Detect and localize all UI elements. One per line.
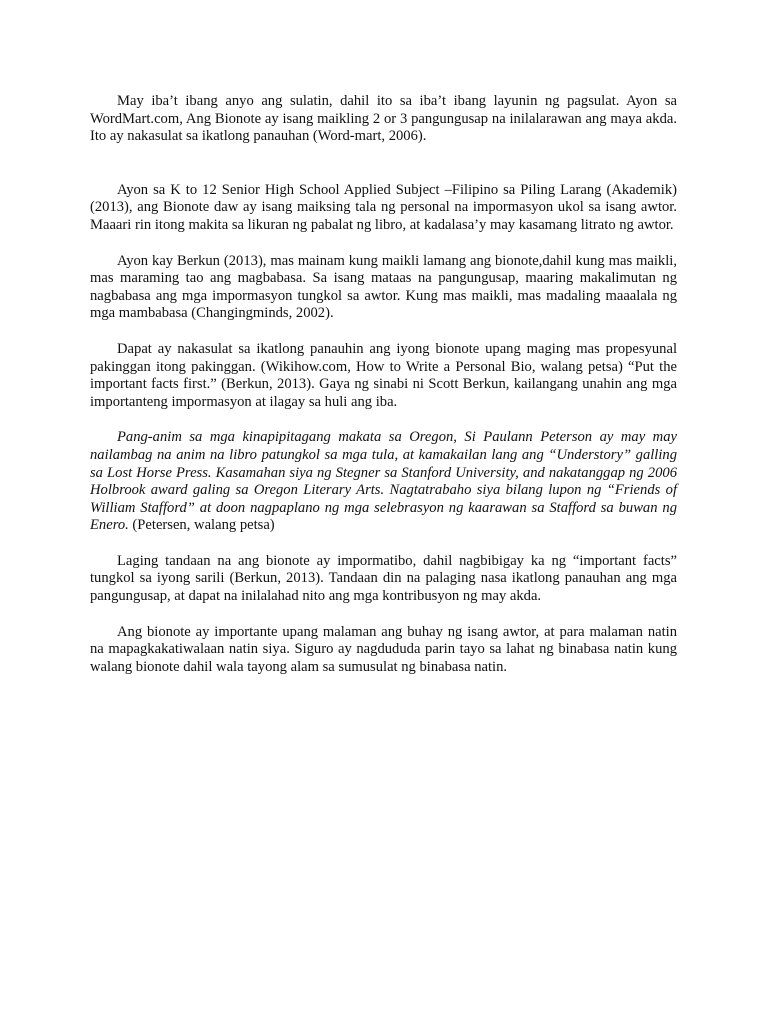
- paragraph-2: Ayon sa K to 12 Senior High School Applied Subject –Filipino sa Piling Larang (Akademik) (2013), ang Bionote daw ay isang maiksing tala ng personal na impormasyon ukol sa isang awtor. Maaari rin itong makita sa likuran ng pabalat ng libro, at kadalasa’y may kasamang litrato ng awtor.: [90, 181, 677, 233]
- bio-example-text: Pang-anim sa mga kinapipitagang makata sa Oregon, Si Paulann Peterson ay may may nailambag na anim na libro patungkol sa mga tula, at kamakailan lang ang “Understory” galling sa Lost Horse Press. Kasamahan siya ng Stegner sa Stanford University, and nakatanggap ng 2006 Holbrook award galing sa Oregon Literary Arts. Nagtatrabaho siya bilang lupon ng “Friends of William Stafford” at doon nagpaplano ng mga selebrasyon ng kaarawan sa Stafford sa buwan ng Enero.: [90, 429, 677, 534]
- document-page: [90, 93, 677, 676]
- paragraph-1: May iba’t ibang anyo ang sulatin, dahil ito sa iba’t ibang layunin ng pagsulat. Ayon sa WordMart.com, Ang Bionote ay isang maikling 2 or 3 pangungusap na inilalarawan ang maya akda. Ito ay nakasulat sa ikatlong panauhan (Word-mart, 2006).: [90, 93, 677, 145]
- paragraph-3: Ayon kay Berkun (2013), mas mainam kung maikli lamang ang bionote,dahil kung mas maikli, mas maraming tao ang magbabasa. Sa isang mataas na pangungusap, maaring makalimutan ng nagbabasa ang mga impormasyon tungkol sa awtor. Kung mas maikli, mas madaling maaalala ng mga mambabasa (Changingminds, 2002).: [90, 252, 677, 322]
- paragraph-7: Ang bionote ay importante upang malaman ang buhay ng isang awtor, at para malaman natin na mapagkakatiwalaan natin siya. Siguro ay nagdududa parin tayo sa lahat ng binabasa natin kung walang bionote dahil wala tayong alam sa sumusulat ng binabasa natin.: [90, 623, 677, 675]
- paragraph-5-bio-example: [90, 429, 677, 535]
- paragraph-6: Laging tandaan na ang bionote ay impormatibo, dahil nagbibigay ka ng “important facts” tungkol sa iyong sarili (Berkun, 2013). Tandaan din na palaging nasa ikatlong panauhan ang mga pangungusap, at dapat na inilalahad nito ang mga kontribusyon ng may akda.: [90, 552, 677, 605]
- paragraph-4: Dapat ay nakasulat sa ikatlong panauhin ang iyong bionote upang maging mas propesyunal pakinggan itong pakinggan. (Wikihow.com, How to Write a Personal Bio, walang petsa) “Put the important facts first.” (Berkun, 2013). Gaya ng sinabi ni Scott Berkun, kailangang unahin ang mga importanteng impormasyon at ilagay sa huli ang iba.: [90, 340, 677, 410]
- bio-example-citation: (Petersen, walang petsa): [128, 517, 275, 534]
